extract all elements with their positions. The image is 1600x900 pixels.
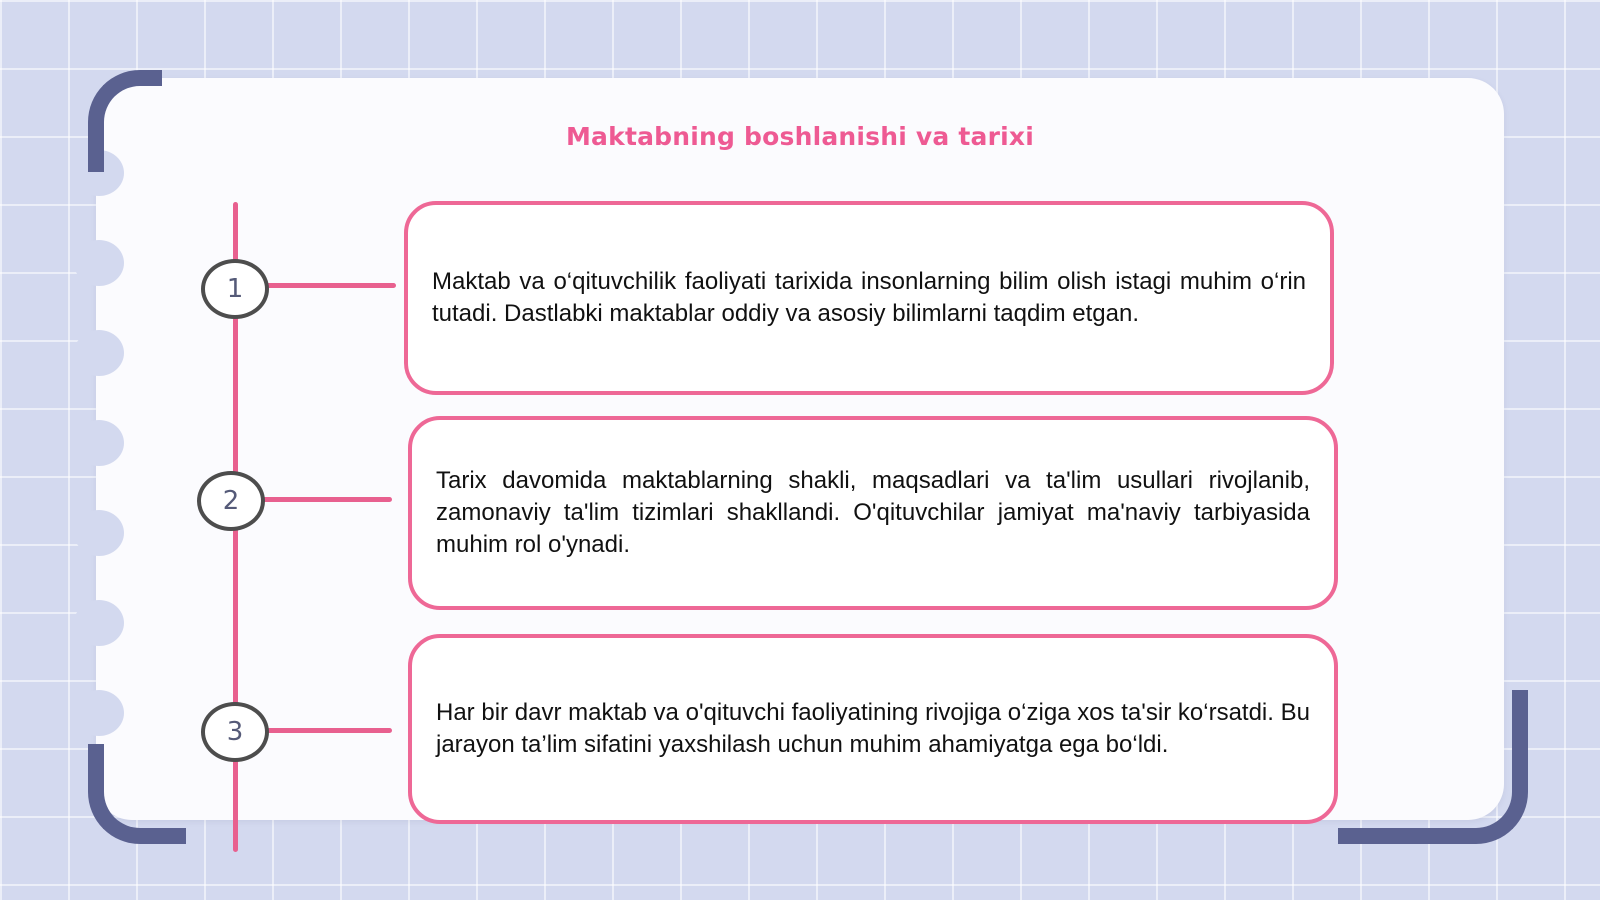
text-box-2-content: Tarix davomida maktablarning shakli, maqsadlari va ta'lim usullari rivojlanib, zamonaviy ta'lim tizimlari shakllandi. O'qituvchilar jamiyat ma'naviy tarbiyasida muhim rol o'ynadi. bbox=[436, 467, 1310, 558]
timeline-connector-3 bbox=[266, 728, 392, 733]
card-notch bbox=[74, 420, 124, 466]
card-notch bbox=[74, 510, 124, 556]
text-box-3-content: Har bir davr maktab va o'qituvchi faoliyatining rivojiga o‘ziga xos ta'sir ko‘rsatdi. Bu jarayon ta’lim sifatini yaxshilash uchun muhim ahamiyatga ega bo‘ldi. bbox=[436, 699, 1310, 758]
card-notch bbox=[74, 330, 124, 376]
text-box-1-content: Maktab va o‘qituvchilik faoliyati tarixida insonlarning bilim olish istagi muhim o‘rin tutadi. Dastlabki maktablar oddiy va asosiy bilimlarni taqdim etgan. bbox=[432, 268, 1306, 327]
card-notch bbox=[74, 690, 124, 736]
card-notch bbox=[74, 600, 124, 646]
frame-corner-bottom-left bbox=[88, 744, 186, 844]
timeline-step-1: 1 bbox=[201, 259, 269, 319]
frame-corner-top-left bbox=[88, 70, 162, 172]
timeline-connector-1 bbox=[266, 283, 396, 288]
text-box-2 bbox=[408, 416, 1338, 610]
timeline-connector-2 bbox=[262, 497, 392, 502]
timeline-step-2: 2 bbox=[197, 471, 265, 531]
frame-corner-bottom-right bbox=[1338, 690, 1528, 844]
timeline-step-3: 3 bbox=[201, 702, 269, 762]
text-box-1 bbox=[404, 201, 1334, 395]
slide-title: Maktabning boshlanishi va tarixi bbox=[565, 122, 1035, 151]
text-box-3 bbox=[408, 634, 1338, 824]
card-notch bbox=[74, 240, 124, 286]
